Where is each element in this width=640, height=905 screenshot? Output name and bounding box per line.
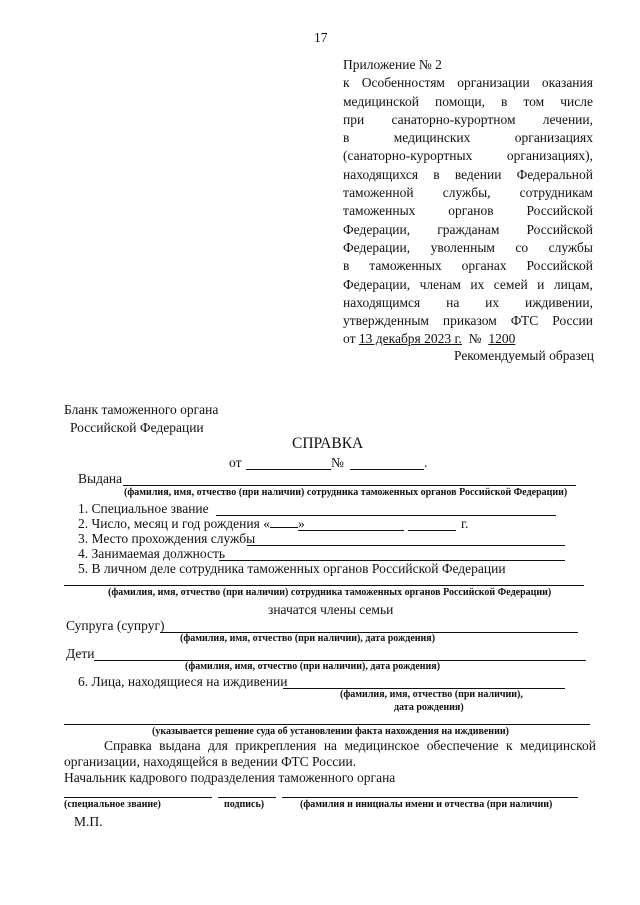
- page-number: 17: [314, 30, 328, 45]
- appendix-line: [343, 294, 593, 312]
- appendix-word: лицам,: [553, 276, 593, 292]
- issued-label: Выдана: [78, 471, 123, 486]
- appendix-word: приказом: [442, 313, 497, 329]
- appendix-word: семей: [493, 276, 528, 292]
- appendix-word: Российской: [526, 203, 593, 219]
- order-prefix: от: [343, 331, 356, 347]
- birthdate-prefix: 2. Число, месяц и год рождения «: [78, 516, 270, 531]
- appendix-word: их: [485, 294, 500, 310]
- service-place-line: [247, 545, 565, 546]
- appendix-word: ФТС: [510, 313, 539, 329]
- year-suffix: г.: [461, 516, 469, 531]
- purpose-line-2: организации, находящейся в ведении ФТС России.: [64, 754, 357, 769]
- order-no-label: №: [468, 331, 482, 347]
- appendix-lines: [343, 74, 593, 330]
- purpose-word: медицинской: [520, 738, 596, 753]
- sig-name-caption: (фамилия и инициалы имени и отчества (при наличии): [300, 799, 553, 810]
- appendix-word: в: [501, 93, 508, 109]
- children-label: Дети: [66, 646, 95, 661]
- appendix-word: организации: [457, 75, 530, 91]
- year-line: [408, 530, 456, 531]
- order-date: 13 декабря 2023 г.: [358, 331, 462, 347]
- appendix-word: уволенным: [430, 239, 495, 255]
- item-birthdate: [78, 516, 305, 532]
- spouse-label: Супруга (супруг): [66, 618, 165, 633]
- appendix-word: органах: [461, 258, 507, 274]
- stamp-place: М.П.: [74, 814, 103, 829]
- appendix-word: Особенностям: [361, 75, 445, 91]
- appendix-word: членам: [419, 276, 461, 292]
- appendix-word: в: [343, 258, 350, 274]
- appendix-word: санаторно-курортном: [391, 111, 516, 127]
- purpose-line-1: [104, 738, 596, 754]
- appendix-word: службы: [548, 239, 593, 255]
- appendix-line: [343, 93, 593, 111]
- appendix-word: Российской: [526, 258, 593, 274]
- appendix-word: Федеральной: [516, 166, 593, 182]
- spouse-caption: (фамилия, имя, отчество (при наличии), дата рождения): [180, 633, 436, 644]
- sig-rank-caption: (специальное звание): [64, 799, 161, 810]
- appendix-word: Федерации,: [343, 276, 411, 292]
- appendix-word: в: [343, 130, 350, 146]
- order-no: 1200: [488, 331, 516, 347]
- appendix-word: службы,: [442, 185, 491, 201]
- appendix-block: [343, 56, 593, 349]
- appendix-word: Российской: [526, 221, 593, 237]
- appendix-word: находящимся: [343, 294, 421, 310]
- court-caption: (указывается решение суда об установлении факта нахождения на иждивении): [152, 726, 509, 737]
- purpose-word: прикрепления: [235, 738, 317, 753]
- purpose-word: обеспечение: [426, 738, 499, 753]
- appendix-word: при: [343, 111, 365, 127]
- number-label: №: [331, 455, 344, 470]
- children-caption: (фамилия, имя, отчество (при наличии), дата рождения): [185, 661, 441, 672]
- purpose-word: для: [208, 738, 228, 753]
- personal-file-caption: (фамилия, имя, отчество (при наличии) сотрудника таможенных органов Российской Федерации): [108, 587, 552, 598]
- appendix-word: Федерации,: [343, 239, 411, 255]
- chief-title: Начальник кадрового подразделения таможенного органа: [64, 770, 396, 785]
- recommended-sample: Рекомендуемый образец: [453, 348, 594, 363]
- appendix-word: к: [343, 75, 350, 91]
- purpose-word: Справка: [104, 738, 152, 753]
- appendix-word: на: [446, 294, 460, 310]
- day-line: [270, 517, 298, 528]
- item-dependants: 6. Лица, находящиеся на иждивении: [78, 674, 288, 689]
- appendix-word: утвержденным: [343, 313, 429, 329]
- sig-sign-line: [218, 797, 276, 798]
- appendix-word: медицинской: [343, 93, 419, 109]
- appendix-line: [343, 129, 593, 147]
- appendix-word: (санаторно-курортных: [343, 148, 473, 164]
- appendix-word: и: [537, 276, 545, 292]
- appendix-word: Федерации,: [343, 221, 411, 237]
- appendix-word: таможенных: [369, 258, 442, 274]
- appendix-word: России: [552, 313, 593, 329]
- item-rank: 1. Специальное звание: [78, 501, 209, 516]
- sig-sign-caption: подпись): [224, 799, 265, 810]
- purpose-word: к: [506, 738, 513, 753]
- appendix-word: том: [523, 93, 545, 109]
- item-service-place: 3. Место прохождения службы: [78, 531, 256, 546]
- purpose-word: медицинское: [344, 738, 420, 753]
- appendix-word: лечении,: [542, 111, 593, 127]
- appendix-word: их: [470, 276, 485, 292]
- appendix-word: гражданам: [437, 221, 500, 237]
- number-line: [350, 469, 424, 470]
- appendix-line: [343, 111, 593, 129]
- form-title: СПРАВКА: [292, 435, 364, 452]
- order-line: [343, 330, 593, 348]
- purpose-word: выдана: [159, 738, 201, 753]
- appendix-line: [343, 184, 593, 202]
- appendix-word: организациях: [514, 130, 593, 146]
- appendix-title: Приложение № 2: [343, 57, 442, 72]
- appendix-word: в: [433, 166, 440, 182]
- blank-line-1: Бланк таможенного органа: [64, 402, 219, 417]
- issued-caption: (фамилия, имя, отчество (при наличии) сотрудника таможенных органов Российской Федерации): [124, 487, 568, 498]
- appendix-word: медицинских: [393, 130, 471, 146]
- appendix-word: сотрудникам: [519, 185, 593, 201]
- item-position: 4. Занимаемая должность: [78, 546, 226, 561]
- from-label: от: [229, 455, 242, 470]
- appendix-line: [343, 147, 593, 165]
- appendix-line: [343, 312, 593, 330]
- purpose-word: на: [323, 738, 338, 753]
- family-heading: значатся члены семьи: [268, 602, 394, 617]
- month-line: [298, 530, 404, 531]
- appendix-line: [343, 74, 593, 92]
- appendix-word: находящихся: [343, 166, 419, 182]
- appendix-word: со: [515, 239, 529, 255]
- sig-rank-line: [64, 797, 212, 798]
- item-personal-file: 5. В личном деле сотрудника таможенных органов Российской Федерации: [78, 561, 506, 576]
- appendix-word: ведении: [454, 166, 502, 182]
- end-dot: .: [424, 455, 428, 470]
- personal-file-line: [64, 585, 584, 586]
- appendix-word: иждивении,: [525, 294, 593, 310]
- appendix-word: помощи,: [435, 93, 486, 109]
- birthdate-mid: »: [297, 516, 305, 531]
- court-line: [64, 724, 590, 725]
- date-line: [246, 469, 331, 470]
- dependants-caption-1: (фамилия, имя, отчество (при наличии),: [340, 689, 523, 700]
- appendix-word: таможенных: [343, 203, 416, 219]
- appendix-word: числе: [560, 93, 593, 109]
- appendix-word: организациях),: [506, 148, 593, 164]
- appendix-line: [343, 239, 593, 257]
- sig-name-line: [282, 797, 578, 798]
- issued-line: [123, 485, 576, 486]
- appendix-line: [343, 276, 593, 294]
- appendix-line: [343, 202, 593, 220]
- appendix-word: органов: [448, 203, 494, 219]
- appendix-line: [343, 221, 593, 239]
- blank-line-2: Российской Федерации: [70, 420, 204, 435]
- dependants-caption-2: дата рождения): [394, 702, 464, 713]
- appendix-word: оказания: [541, 75, 593, 91]
- appendix-line: [343, 257, 593, 275]
- appendix-word: таможенной: [343, 185, 414, 201]
- appendix-line: [343, 166, 593, 184]
